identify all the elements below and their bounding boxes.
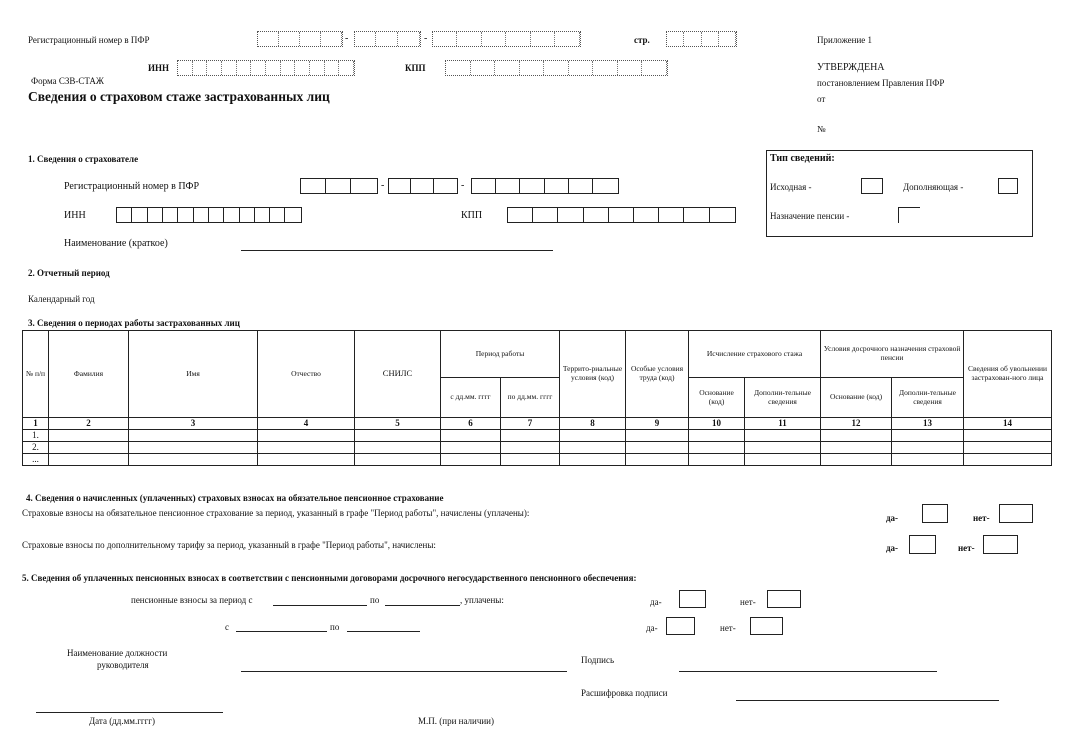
section3-title: 3. Сведения о периодах работы застрахованных лиц	[28, 318, 240, 328]
cell-early-extra[interactable]	[892, 442, 964, 454]
header-reg-number-part1[interactable]	[257, 31, 343, 47]
info-type-pension-checkbox[interactable]	[898, 207, 920, 223]
cell-early-basis[interactable]	[821, 442, 892, 454]
col-early-basis-header: Основание (код)	[821, 378, 892, 418]
cell-surname[interactable]	[49, 430, 129, 442]
col-calc-basis-header: Основание (код)	[689, 378, 745, 418]
appendix-label: Приложение 1	[817, 35, 873, 45]
section1-reg-number-part2[interactable]	[388, 178, 458, 194]
section4-line1: Страховые взносы на обязательное пенсионное страхование за период, указанный в графе "Период работы", начислены (уплачены):	[22, 508, 530, 518]
form-name: Форма СЗВ-СТАЖ	[31, 76, 104, 86]
page-number-field[interactable]	[666, 31, 737, 47]
section4-line2-no-checkbox[interactable]	[983, 535, 1018, 554]
cell-territorial[interactable]	[560, 442, 626, 454]
header-reg-number-part2[interactable]	[354, 31, 421, 47]
cell-snils[interactable]	[355, 430, 441, 442]
section4-line1-yes-label: да-	[886, 513, 899, 523]
section5-line1-prefix: пенсионные взносы за период с	[131, 595, 253, 605]
section5-line2-to-field[interactable]	[347, 631, 420, 632]
col-surname-header: Фамилия	[49, 331, 129, 418]
section4-line2-yes-label: да-	[886, 543, 899, 553]
cell-surname[interactable]	[49, 442, 129, 454]
cell-period-from[interactable]	[441, 442, 501, 454]
cell-special[interactable]	[626, 430, 689, 442]
dash: -	[345, 33, 349, 44]
section5-line1-no-checkbox[interactable]	[767, 590, 801, 608]
col-num-header: № п/п	[23, 331, 49, 418]
col-early-header: Условия досрочного назначения страховой пенсии	[821, 331, 964, 378]
page-label: стр.	[634, 35, 650, 45]
section4-line1-yes-checkbox[interactable]	[922, 504, 948, 523]
column-number: 8	[560, 418, 626, 430]
cell-patronymic[interactable]	[258, 430, 355, 442]
section4-line2: Страховые взносы по дополнительному тарифу за период, указанный в графе "Период работы", начислены:	[22, 540, 436, 550]
column-number: 14	[964, 418, 1052, 430]
cell-early-extra[interactable]	[892, 454, 964, 466]
column-number: 6	[441, 418, 501, 430]
section5-line1-suffix: , уплачены:	[460, 595, 504, 605]
section4-line2-yes-checkbox[interactable]	[909, 535, 936, 554]
section1-inn-field[interactable]	[116, 207, 302, 223]
section5-line2-from-label: с	[225, 622, 229, 632]
section1-reg-number-part3[interactable]	[471, 178, 619, 194]
cell-name[interactable]	[129, 430, 258, 442]
column-number: 12	[821, 418, 892, 430]
row-number: 2.	[23, 442, 49, 454]
approved-number-label: №	[817, 124, 826, 134]
calendar-year-label: Календарный год	[28, 294, 95, 304]
cell-dismissal[interactable]	[964, 442, 1052, 454]
cell-surname[interactable]	[49, 454, 129, 466]
approved-date-label: от	[817, 94, 826, 104]
position-field[interactable]	[241, 671, 567, 672]
section5-line2-no-checkbox[interactable]	[750, 617, 783, 635]
cell-name[interactable]	[129, 454, 258, 466]
section5-title: 5. Сведения об уплаченных пенсионных взносах в соответствии с пенсионными договорами досрочного негосударственного пенсионного обеспечения:	[22, 573, 637, 583]
approved-by-label: постановлением Правления ПФР	[817, 78, 945, 88]
info-type-original-label: Исходная -	[770, 182, 812, 192]
cell-snils[interactable]	[355, 442, 441, 454]
column-number: 4	[258, 418, 355, 430]
section1-reg-number-part1[interactable]	[300, 178, 378, 194]
info-type-title: Тип сведений:	[770, 153, 835, 164]
section1-title: 1. Сведения о страхователе	[28, 154, 139, 164]
cell-period-to[interactable]	[501, 442, 560, 454]
info-type-original-checkbox[interactable]	[861, 178, 883, 194]
column-number: 2	[49, 418, 129, 430]
table-row	[23, 454, 1052, 466]
section1-kpp-label: КПП	[461, 210, 483, 221]
section4-line1-no-checkbox[interactable]	[999, 504, 1033, 523]
section5-line1-yes-checkbox[interactable]	[679, 590, 706, 608]
column-number: 10	[689, 418, 745, 430]
cell-special[interactable]	[626, 454, 689, 466]
info-type-supplementary-label: Дополняющая -	[903, 182, 964, 192]
dash: -	[461, 180, 465, 191]
col-early-extra-header: Дополни-тельные сведения	[892, 378, 964, 418]
column-numbers-row	[23, 418, 1052, 430]
col-period-header: Период работы	[441, 331, 560, 378]
column-number: 1	[23, 418, 49, 430]
signature-label: Подпись	[581, 655, 615, 665]
row-number: ...	[23, 454, 49, 466]
col-period-to-header: по дд.мм. гггг	[501, 378, 560, 418]
col-territorial-header: Террито-риальные условия (код)	[560, 331, 626, 418]
column-number: 9	[626, 418, 689, 430]
section5-line1-no-label: нет-	[740, 597, 756, 607]
date-field[interactable]	[36, 712, 223, 713]
cell-calc-extra[interactable]	[745, 430, 821, 442]
cell-early-extra[interactable]	[892, 430, 964, 442]
cell-period-to[interactable]	[501, 454, 560, 466]
cell-patronymic[interactable]	[258, 454, 355, 466]
dash: -	[381, 180, 385, 191]
signature-decode-label: Расшифровка подписи	[581, 688, 668, 698]
section4-title: 4. Сведения о начисленных (уплаченных) страховых взносах на обязательное пенсионное страхование	[26, 493, 444, 503]
cell-calc-basis[interactable]	[689, 442, 745, 454]
stamp-label: М.П. (при наличии)	[418, 716, 494, 726]
info-type-pension-label: Назначение пенсии -	[770, 211, 850, 221]
col-snils-header: СНИЛС	[355, 331, 441, 418]
date-label: Дата (дд.мм.гггг)	[89, 716, 155, 726]
kpp-label: КПП	[405, 63, 426, 73]
work-periods-table	[22, 330, 1052, 466]
cell-dismissal[interactable]	[964, 430, 1052, 442]
col-special-header: Особые условия труда (код)	[626, 331, 689, 418]
section5-line2-from-field[interactable]	[236, 631, 327, 632]
cell-period-from[interactable]	[441, 454, 501, 466]
info-type-supplementary-checkbox[interactable]	[998, 178, 1018, 194]
section1-name-label: Наименование (краткое)	[64, 238, 168, 249]
header-inn-field[interactable]	[177, 60, 355, 76]
section5-line2-to-label: по	[330, 622, 340, 632]
cell-territorial[interactable]	[560, 430, 626, 442]
section5-line2-yes-checkbox[interactable]	[666, 617, 695, 635]
col-calc-extra-header: Дополни-тельные сведения	[745, 378, 821, 418]
column-number: 5	[355, 418, 441, 430]
section4-line1-no-label: нет-	[973, 513, 990, 523]
header-kpp-field[interactable]	[445, 60, 668, 76]
column-number: 7	[501, 418, 560, 430]
position-label-line2: руководителя	[97, 660, 149, 670]
header-reg-number-part3[interactable]	[432, 31, 581, 47]
section4-line2-no-label: нет-	[958, 543, 975, 553]
col-patronymic-header: Отчество	[258, 331, 355, 418]
row-number: 1.	[23, 430, 49, 442]
col-period-from-header: с дд.мм. гггг	[441, 378, 501, 418]
cell-patronymic[interactable]	[258, 442, 355, 454]
signature-decode-field[interactable]	[736, 700, 999, 701]
column-number: 13	[892, 418, 964, 430]
column-number: 11	[745, 418, 821, 430]
table-row	[23, 442, 1052, 454]
inn-label: ИНН	[148, 63, 170, 73]
cell-snils[interactable]	[355, 454, 441, 466]
section5-line2-yes-label: да-	[646, 623, 658, 633]
section1-kpp-field[interactable]	[507, 207, 736, 223]
approved-label: УТВЕРЖДЕНА	[817, 62, 885, 73]
cell-early-basis[interactable]	[821, 430, 892, 442]
cell-calc-basis[interactable]	[689, 454, 745, 466]
section5-line1-to-label: по	[370, 595, 380, 605]
cell-calc-basis[interactable]	[689, 430, 745, 442]
section5-line1-yes-label: да-	[650, 597, 662, 607]
cell-early-basis[interactable]	[821, 454, 892, 466]
cell-calc-extra[interactable]	[745, 454, 821, 466]
section5-line2-no-label: нет-	[720, 623, 736, 633]
cell-period-to[interactable]	[501, 430, 560, 442]
reg-number-label: Регистрационный номер в ПФР	[28, 35, 150, 45]
signature-field[interactable]	[679, 671, 937, 672]
cell-territorial[interactable]	[560, 454, 626, 466]
page-title: Сведения о страховом стаже застрахованных лиц	[28, 89, 330, 104]
dash: -	[424, 33, 428, 44]
cell-dismissal[interactable]	[964, 454, 1052, 466]
col-dismissal-header: Сведения об увольнении застрахован-ного лица	[964, 331, 1052, 418]
cell-period-from[interactable]	[441, 430, 501, 442]
column-number: 3	[129, 418, 258, 430]
position-label-line1: Наименование должности	[67, 648, 168, 658]
table-row	[23, 430, 1052, 442]
col-calc-header: Исчисление страхового стажа	[689, 331, 821, 378]
col-name-header: Имя	[129, 331, 258, 418]
cell-name[interactable]	[129, 442, 258, 454]
cell-special[interactable]	[626, 442, 689, 454]
section5-line1-from-field[interactable]	[273, 605, 367, 606]
section1-reg-number-label: Регистрационный номер в ПФР	[64, 181, 199, 192]
section2-title: 2. Отчетный период	[28, 268, 110, 278]
section1-inn-label: ИНН	[64, 210, 86, 221]
cell-calc-extra[interactable]	[745, 442, 821, 454]
section5-line1-to-field[interactable]	[385, 605, 460, 606]
section1-name-field[interactable]	[241, 250, 553, 251]
